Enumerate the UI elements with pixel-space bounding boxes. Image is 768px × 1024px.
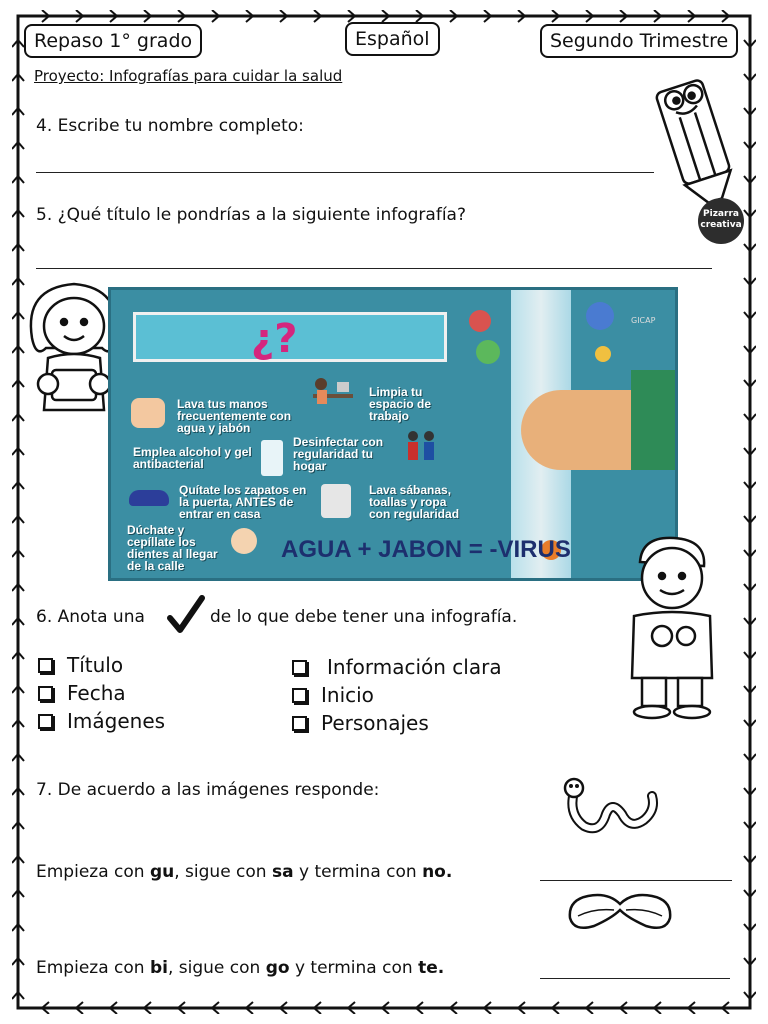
virus-icon <box>595 346 611 362</box>
health-infographic <box>108 287 678 581</box>
option-label: Título <box>67 653 124 677</box>
option-label: Información clara <box>327 655 502 679</box>
project-title: Proyecto: Infografías para cuidar la salud <box>34 67 343 85</box>
sanitizer-bottle-icon <box>261 440 283 476</box>
option-inicio[interactable] <box>292 683 374 707</box>
shoes-icon <box>129 490 169 506</box>
child-brushing-icon <box>231 528 257 554</box>
checkmark-icon <box>166 594 206 636</box>
grade-box: Repaso 1° grado <box>24 24 202 58</box>
question-7: 7. De acuerdo a las imágenes responde: <box>36 780 380 800</box>
mustache-image <box>564 888 676 934</box>
worker-desk-icon <box>307 376 357 416</box>
option-personajes[interactable] <box>292 711 429 735</box>
tip-alcohol-gel: Emplea alcohol y gel antibacterial <box>133 445 252 471</box>
question-5: 5. ¿Qué título le pondrías a la siguiente infografía? <box>36 205 466 225</box>
boy-character-image <box>612 532 732 722</box>
sleeve-image <box>631 370 678 470</box>
family-icon <box>401 428 441 472</box>
virus-icon <box>586 302 614 330</box>
riddle-2: Empieza con bi, sigue con go y termina con te. <box>36 958 445 978</box>
virus-icon <box>476 340 500 364</box>
option-label: Personajes <box>321 711 429 735</box>
washing-hands-icon <box>131 398 165 428</box>
title-answer-line[interactable] <box>36 268 712 269</box>
riddle-1: Empieza con gu, sigue con sa y termina con no. <box>36 862 453 882</box>
option-fecha[interactable] <box>38 681 126 705</box>
tip-wash-hands: Lava tus manos frecuentemente con agua y jabón <box>177 397 292 435</box>
option-imagenes[interactable] <box>38 709 165 733</box>
virus-icon <box>469 310 491 332</box>
option-label: Inicio <box>321 683 374 707</box>
option-label: Fecha <box>67 681 126 705</box>
question-6-part1: 6. Anota una <box>36 607 145 627</box>
subject-box: Español <box>345 22 440 56</box>
name-answer-line[interactable] <box>36 172 654 173</box>
tip-shower-brush: Dúchate y cepíllate los dientes al llegar de la calle <box>127 523 218 573</box>
checkbox-icon[interactable] <box>292 688 307 703</box>
tip-clean-workspace: Limpia tu espacio de trabajo <box>369 385 432 423</box>
tip-wash-sheets: Lava sábanas, toallas y ropa con regularidad <box>369 483 460 521</box>
checkbox-icon[interactable] <box>38 658 53 673</box>
option-titulo[interactable] <box>38 653 123 677</box>
question-6-part2: de lo que debe tener una infografía. <box>210 607 518 627</box>
checkbox-icon[interactable] <box>292 716 307 731</box>
trimester-box: Segundo Trimestre <box>540 24 738 58</box>
washing-machine-icon <box>321 484 351 518</box>
option-label: Imágenes <box>67 709 166 733</box>
riddle-1-answer-line[interactable] <box>540 880 732 881</box>
infographic-slogan: AGUA + JABON = -VIRUS <box>281 536 571 563</box>
checkbox-icon[interactable] <box>38 686 53 701</box>
pizarra-creativa-logo: Pizarra creativa <box>698 198 744 244</box>
pencil-character-image <box>652 72 752 222</box>
checkbox-icon[interactable] <box>38 714 53 729</box>
infographic-brand: GICAP <box>631 316 656 325</box>
tip-remove-shoes: Quítate los zapatos en la puerta, ANTES de entrar en casa <box>179 483 307 521</box>
riddle-2-answer-line[interactable] <box>540 978 730 979</box>
infographic-title-mark: ¿? <box>251 316 298 362</box>
checkbox-icon[interactable] <box>292 660 307 675</box>
option-informacion-clara[interactable] <box>292 655 502 679</box>
tip-disinfect-home: Desinfectar con regularidad tu hogar <box>293 435 384 473</box>
question-4: 4. Escribe tu nombre completo: <box>36 116 304 136</box>
worm-image <box>560 774 664 836</box>
